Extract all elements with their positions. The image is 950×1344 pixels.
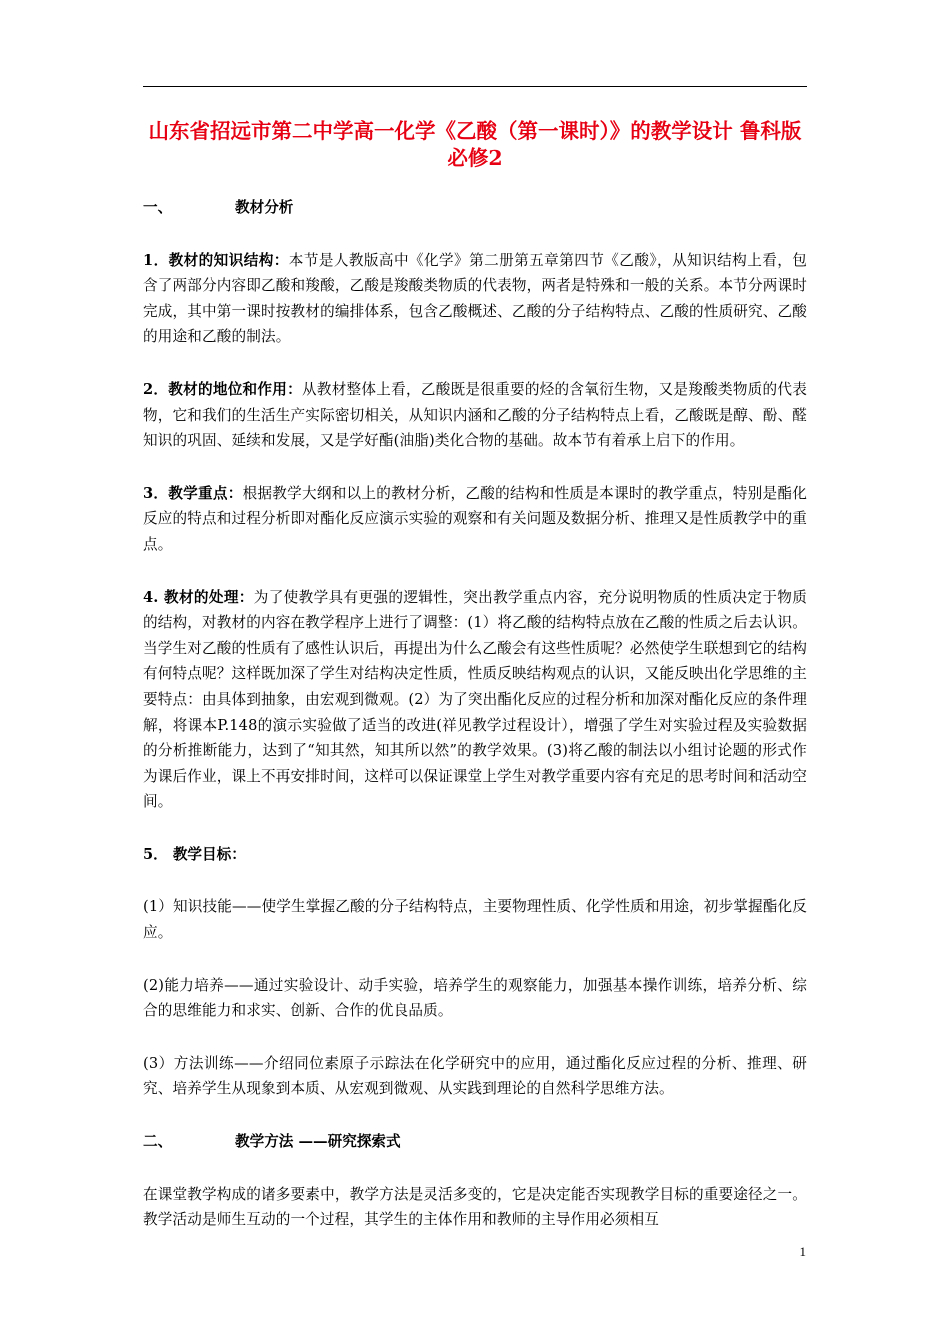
section-heading-textbook-analysis <box>143 195 807 221</box>
paragraph-lead: 1．教材的知识结构： <box>143 251 289 269</box>
paragraph-knowledge-structure <box>143 248 807 350</box>
section-number: 二、 <box>143 1133 173 1151</box>
goal-ability-training: (2)能力培养——通过实验设计、动手实验，培养学生的观察能力，加强基本操作训练，培养分析、综合的思维能力和求实、创新、合作的优良品质。 <box>143 976 807 1020</box>
section-title: 教材分析 <box>235 199 294 216</box>
paragraph-text: 根据教学大纲和以上的教材分析，乙酸的结构和性质是本课时的教学重点，特别是酯化反应的特点和过程分析即对酯化反应演示实验的观察和有关问题及数据分析、推理又是性质教学中的重点。 <box>143 484 807 553</box>
paragraph-teaching-method: 在课堂教学构成的诸多要素中，教学方法是灵活多变的，它是决定能否实现教学目标的重要途径之一。教学活动是师生互动的一个过程，其学生的主体作用和教师的主导作用必须相互 <box>143 1185 807 1229</box>
goal-knowledge-skills: (1）知识技能——使学生掌握乙酸的分子结构特点，主要物理性质、化学性质和用途，初步掌握酯化反应。 <box>143 898 808 942</box>
section-title: 教学方法 ——研究探索式 <box>235 1133 401 1151</box>
document-title: 山东省招远市第二中学高一化学《乙酸（第一课时）》的教学设计 鲁科版必修2 <box>148 119 802 170</box>
paragraph-material-handling <box>143 585 807 815</box>
header-rule <box>143 86 807 87</box>
paragraph-lead: 3．教学重点： <box>143 484 243 502</box>
page-number: 1 <box>799 1244 806 1259</box>
paragraph-teaching-focus <box>143 481 807 558</box>
section-heading-teaching-method <box>143 1129 807 1155</box>
document-body <box>143 195 807 1245</box>
paragraph-lead: 4. 教材的处理： <box>143 588 254 606</box>
paragraph-position-role <box>143 377 807 454</box>
paragraph-text: 从教材整体上看，乙酸既是很重要的烃的含氧衍生物，又是羧酸类物质的代表物，它和我们的生活生产实际密切相关，从知识内涵和乙酸的分子结构特点上看，乙酸既是醇、酚、醛知识的巩固、延续和发展，又是学好酯(油脂)类化合物的基础。故本节有着承上启下的作用。 <box>143 380 807 450</box>
paragraph-text: 为了使教学具有更强的逻辑性，突出教学重点内容，充分说明物质的性质决定于物质的结构，对教材的内容在教学程序上进行了调整：(1）将乙酸的结构特点放在乙酸的性质之后去认识。当学生对乙酸的性质有了感性认识后，再提出为什么乙酸会有这些性质呢？必然使学生联想到它的结构有何特点呢？这样既加深了学生对结构决定性质，性质反映结构观点的认识，又能反映出化学思维的主要特点：由具体到抽象，由宏观到微观。(2）为了突出酯化反应的过程分析和加深对酯化反应的条件理解，将课本P.148的演示实验做了适当的改进(祥见教学过程设计），增强了学生对实验过程及实验数据的分析推断能力，达到了“知其然，知其所以然”的教学效果。(3)将乙酸的制法以小组讨论题的形式作为课后作业，课上不再安排时间，这样可以保证课堂上学生对教学重要内容有充足的思考时间和活动空间。 <box>143 588 808 811</box>
section-number: 一、 <box>143 199 173 216</box>
paragraph-text: 本节是人教版高中《化学》第二册第五章第四节《乙酸》，从知识结构上看，包含了两部分内容即乙酸和羧酸，乙酸是羧酸类物质的代表物，两者是特殊和一般的关系。本节分两课时完成，其中第一课时按教材的编排体系，包含乙酸概述、乙酸的分子结构特点、乙酸的性质研究、乙酸的用途和乙酸的制法。 <box>143 251 808 346</box>
goal-method-training: (3）方法训练——介绍同位素原子示踪法在化学研究中的应用，通过酯化反应过程的分析、推理、研究、培养学生从现象到本质、从宏观到微观、从实践到理论的自然科学思维方法。 <box>143 1054 807 1098</box>
subheading-teaching-goals: 5． 教学目标： <box>143 845 246 863</box>
paragraph-lead: 2．教材的地位和作用： <box>143 380 302 398</box>
